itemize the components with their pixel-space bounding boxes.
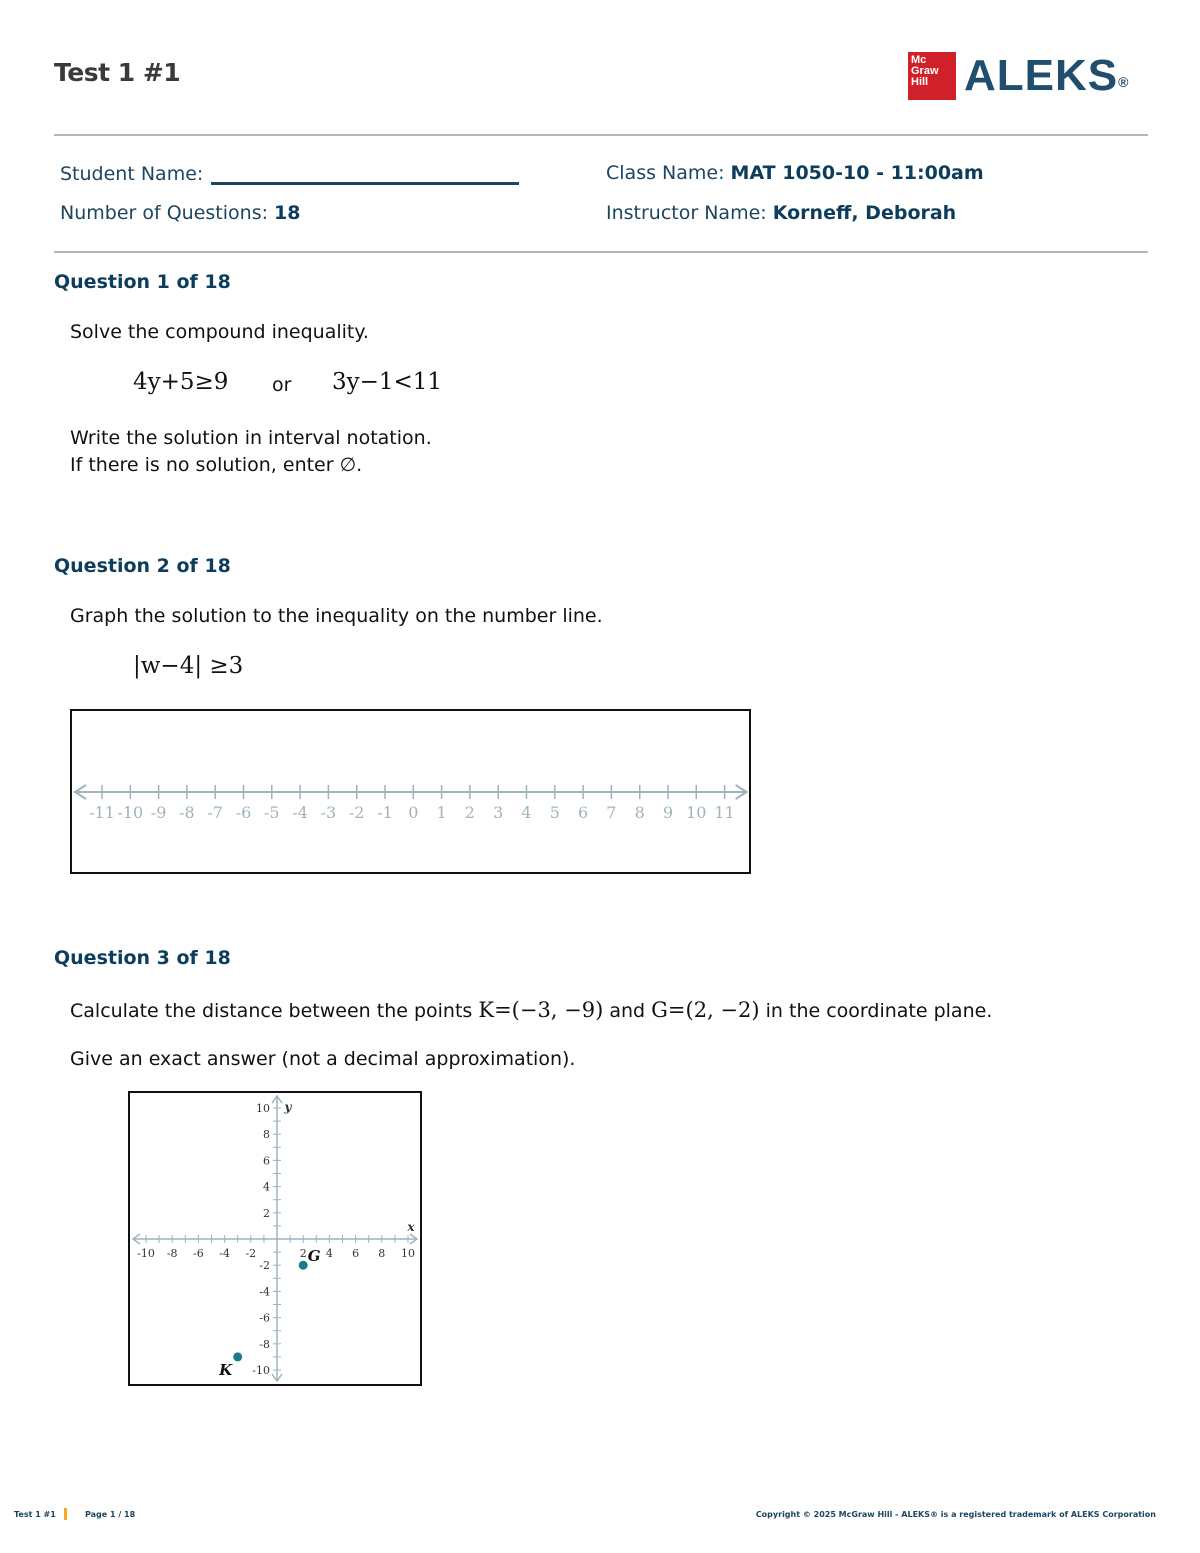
q3-prompt	[70, 998, 992, 1022]
number-line-tick-label: -6	[235, 803, 252, 822]
number-line-tick-label: 0	[408, 803, 419, 822]
point-k	[233, 1352, 242, 1361]
class-name-value: MAT 1050-10 - 11:00am	[730, 162, 984, 184]
aleks-wordmark	[964, 52, 1129, 100]
number-line-box	[70, 709, 751, 874]
number-line-tick-label: 9	[662, 803, 674, 822]
question-count-label: Number of Questions:	[60, 202, 268, 224]
q1-left-inequality: 4y+5≥9	[133, 369, 229, 395]
student-name-row	[60, 162, 519, 185]
footer-separator	[64, 1508, 67, 1520]
number-line-tick-label: -5	[264, 803, 280, 822]
footer-copyright: Copyright © 2025 McGraw Hill - ALEKS® is a registered trademark of ALEKS Corporation	[755, 1510, 1156, 1519]
number-line-tick-label: 7	[606, 803, 617, 822]
info-divider	[54, 251, 1148, 253]
q1-prompt: Solve the compound inequality.	[70, 321, 369, 343]
y-tick-label: -8	[259, 1337, 270, 1351]
number-line-tick-label: -11	[89, 803, 115, 822]
header-divider	[54, 134, 1148, 136]
y-tick-label: 10	[256, 1102, 270, 1115]
number-line-tick-label: -3	[320, 803, 337, 822]
registered-mark: ®	[1118, 74, 1130, 90]
q1-instruction-empty-set: If there is no solution, enter ∅.	[70, 454, 363, 476]
footer-test-name: Test 1 #1	[14, 1510, 56, 1519]
q2-heading: Question 2 of 18	[54, 555, 231, 577]
q3-heading: Question 3 of 18	[54, 947, 231, 969]
y-tick-label: -2	[259, 1259, 270, 1273]
student-name-blank	[211, 162, 519, 185]
number-line-tick-label: -9	[150, 803, 167, 822]
x-tick-label: -2	[245, 1247, 257, 1260]
aleks-logo	[908, 52, 1129, 100]
q3-prompt-end: in the coordinate plane.	[765, 1000, 993, 1022]
number-line-tick-label: 6	[578, 803, 589, 822]
number-line[interactable]	[72, 711, 749, 872]
x-tick-label: -8	[166, 1247, 178, 1260]
x-tick-label: 2	[299, 1247, 307, 1260]
number-line-tick-label: 5	[549, 803, 560, 822]
number-line-tick-label: -10	[117, 803, 144, 822]
y-tick-label: -10	[252, 1364, 270, 1377]
class-name-label: Class Name:	[606, 162, 725, 184]
x-tick-label: 8	[378, 1247, 386, 1260]
q3-point-k: K=(−3, −9)	[478, 998, 604, 1022]
x-tick-label: 10	[401, 1247, 415, 1260]
x-tick-label: 6	[352, 1247, 360, 1260]
x-axis-label: x	[407, 1220, 415, 1234]
y-tick-label: 4	[263, 1180, 270, 1194]
number-line-tick-label: 3	[493, 803, 504, 822]
point-label-g: G	[307, 1247, 321, 1266]
instructor-row	[606, 202, 956, 224]
y-tick-label: -6	[259, 1311, 270, 1325]
y-tick-label: 2	[263, 1206, 270, 1220]
number-line-tick-label: 8	[634, 803, 645, 822]
y-tick-label: -4	[259, 1285, 270, 1299]
instructor-label: Instructor Name:	[606, 202, 767, 224]
q1-connector: or	[272, 374, 292, 396]
number-line-tick-label: -7	[207, 803, 223, 822]
class-name-row	[606, 162, 984, 184]
x-tick-label: 4	[325, 1247, 333, 1260]
y-tick-label: 6	[263, 1154, 270, 1168]
number-line-tick-label: 1	[436, 803, 447, 822]
question-count-row	[60, 202, 301, 224]
number-line-tick-label: -4	[292, 803, 308, 822]
page-title: Test 1 #1	[54, 58, 181, 87]
number-line-tick-label: 10	[686, 803, 707, 822]
student-name-label: Student Name:	[60, 163, 204, 185]
coordinate-plane	[130, 1093, 420, 1384]
number-line-tick-label: -1	[377, 803, 393, 822]
coordinate-plane-box	[128, 1091, 422, 1386]
q3-prompt-start: Calculate the distance between the points	[70, 1000, 473, 1022]
number-line-tick-label: -2	[348, 803, 365, 822]
x-tick-label: -6	[193, 1247, 204, 1260]
q3-instruction: Give an exact answer (not a decimal approximation).	[70, 1048, 576, 1070]
number-line-tick-label: 2	[464, 803, 475, 822]
q1-heading: Question 1 of 18	[54, 271, 231, 293]
y-tick-label: 8	[263, 1128, 270, 1142]
instructor-value: Korneff, Deborah	[772, 202, 957, 224]
mcgraw-hill-badge: Mc Graw Hill	[908, 52, 956, 100]
q3-prompt-and: and	[609, 1000, 646, 1022]
x-tick-label: -10	[137, 1247, 155, 1260]
point-label-k: K	[219, 1360, 233, 1379]
number-line-tick-label: -8	[179, 803, 195, 822]
question-count-value: 18	[274, 202, 301, 224]
footer-page-number: Page 1 / 18	[85, 1510, 136, 1519]
point-g	[299, 1261, 308, 1270]
x-tick-label: -4	[219, 1247, 230, 1260]
number-line-tick-label: 4	[521, 803, 532, 822]
y-axis-label: y	[284, 1100, 292, 1114]
q1-right-inequality: 3y−1<11	[332, 369, 443, 395]
q3-point-g: G=(2, −2)	[651, 998, 760, 1022]
number-line-tick-label: 11	[714, 803, 735, 822]
q2-expression: |w−4| ≥3	[133, 653, 244, 679]
q2-prompt: Graph the solution to the inequality on the number line.	[70, 605, 603, 627]
aleks-wordmark-text: ALEKS	[964, 51, 1119, 100]
q1-instruction-interval: Write the solution in interval notation.	[70, 427, 432, 449]
